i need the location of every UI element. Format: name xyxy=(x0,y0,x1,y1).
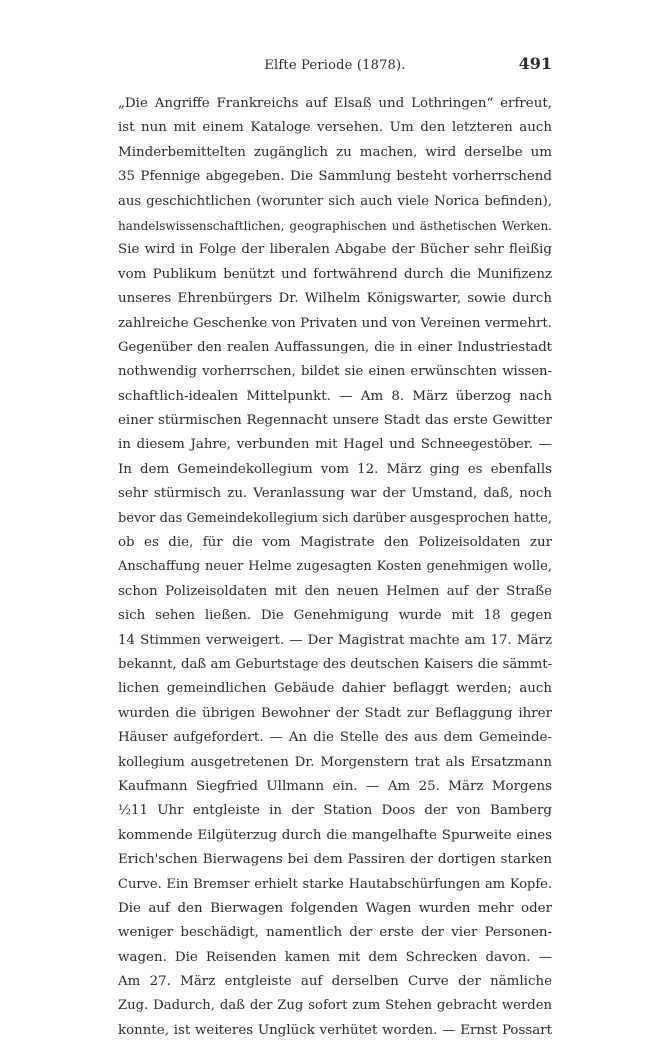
text-line: Am 27. März entgleiste auf derselben Curve der nämliche xyxy=(118,974,552,990)
text-line: nothwendig vorherrschen, bildet sie einen erwünschten wissen- xyxy=(118,364,552,380)
text-line: Sie wird in Folge der liberalen Abgabe der Bücher sehr fleißig xyxy=(118,242,552,258)
text-line: 14 Stimmen verweigert. — Der Magistrat machte am 17. März xyxy=(118,632,552,648)
text-line: bevor das Gemeindekollegium sich darüber ausgesprochen hatte, xyxy=(118,510,552,526)
text-line: weniger beschädigt, namentlich der erste der vier Personen- xyxy=(118,925,552,941)
text-line: unseres Ehrenbürgers Dr. Wilhelm Königswarter, sowie durch xyxy=(118,291,552,307)
text-line: 35 Pfennige abgegeben. Die Sammlung besteht vorherrschend xyxy=(118,169,552,185)
text-line: Curve. Ein Bremser erhielt starke Hautabschürfungen am Kopfe. xyxy=(118,876,552,892)
text-line: wurden die übrigen Bewohner der Stadt zur Beflaggung ihrer xyxy=(118,705,552,721)
text-line: Häuser aufgefordert. — An die Stelle des aus dem Gemeinde- xyxy=(118,730,552,746)
text-line: einer stürmischen Regennacht unsere Stadt das erste Gewitter xyxy=(118,413,552,429)
text-line: ob es die, für die vom Magistrate den Polizeisoldaten zur xyxy=(118,535,552,551)
text-line: Gegenüber den realen Auffassungen, die in einer Industriestadt xyxy=(118,339,552,355)
text-line: schon Polizeisoldaten mit den neuen Helmen auf der Straße xyxy=(118,583,552,599)
text-line: sich sehen ließen. Die Genehmigung wurde mit 18 gegen xyxy=(118,608,552,624)
text-line: kollegium ausgetretenen Dr. Morgenstern trat als Ersatzmann xyxy=(118,754,552,770)
text-line: Erich'schen Bierwagens bei dem Passiren der dortigen starken xyxy=(118,852,552,868)
page-number: 491 xyxy=(518,54,552,73)
body-text xyxy=(118,92,552,1043)
text-line: handelswissenschaftlichen, geographischen und ästhetischen Werken. xyxy=(118,218,552,233)
text-line: sehr stürmisch zu. Veranlassung war der Umstand, daß, noch xyxy=(118,486,552,502)
text-line: konnte, ist weiteres Unglück verhütet worden. — Ernst Possart xyxy=(118,1022,552,1038)
text-line: vom Publikum benützt und fortwährend durch die Munifizenz xyxy=(118,266,552,282)
text-line: Minderbemittelten zugänglich zu machen, wird derselbe um xyxy=(118,144,552,160)
running-head: Elfte Periode (1878). xyxy=(264,58,406,73)
text-line: In dem Gemeindekollegium vom 12. März ging es ebenfalls xyxy=(118,461,552,477)
text-line: in diesem Jahre, verbunden mit Hagel und Schneegestöber. — xyxy=(118,437,552,453)
text-line: ½11 Uhr entgleiste in der Station Doos der von Bamberg xyxy=(118,803,552,819)
text-line: ist nun mit einem Kataloge versehen. Um den letzteren auch xyxy=(118,120,552,136)
text-line: schaftlich-idealen Mittelpunkt. — Am 8. März überzog nach xyxy=(118,388,552,404)
text-line: wagen. Die Reisenden kamen mit dem Schrecken davon. — xyxy=(118,949,552,965)
text-line: bekannt, daß am Geburtstage des deutschen Kaisers die sämmt- xyxy=(118,656,552,672)
text-line: kommende Eilgüterzug durch die mangelhafte Spurweite eines xyxy=(118,827,552,843)
text-line: Kaufmann Siegfried Ullmann ein. — Am 25. März Morgens xyxy=(118,778,552,794)
text-line: lichen gemeindlichen Gebäude dahier beflaggt werden; auch xyxy=(118,681,552,697)
text-line: „Die Angriffe Frankreichs auf Elsaß und Lothringen“ erfreut, xyxy=(118,96,552,111)
page-header xyxy=(118,52,552,78)
text-line: zahlreiche Geschenke von Privaten und von Vereinen vermehrt. xyxy=(118,315,552,331)
text-line: aus geschichtlichen (worunter sich auch viele Norica befinden), xyxy=(118,193,552,209)
text-line: Die auf den Bierwagen folgenden Wagen wurden mehr oder xyxy=(118,900,552,916)
text-line: Zug. Dadurch, daß der Zug sofort zum Stehen gebracht werden xyxy=(118,998,552,1014)
text-line: Anschaffung neuer Helme zugesagten Kosten genehmigen wolle, xyxy=(118,559,552,575)
